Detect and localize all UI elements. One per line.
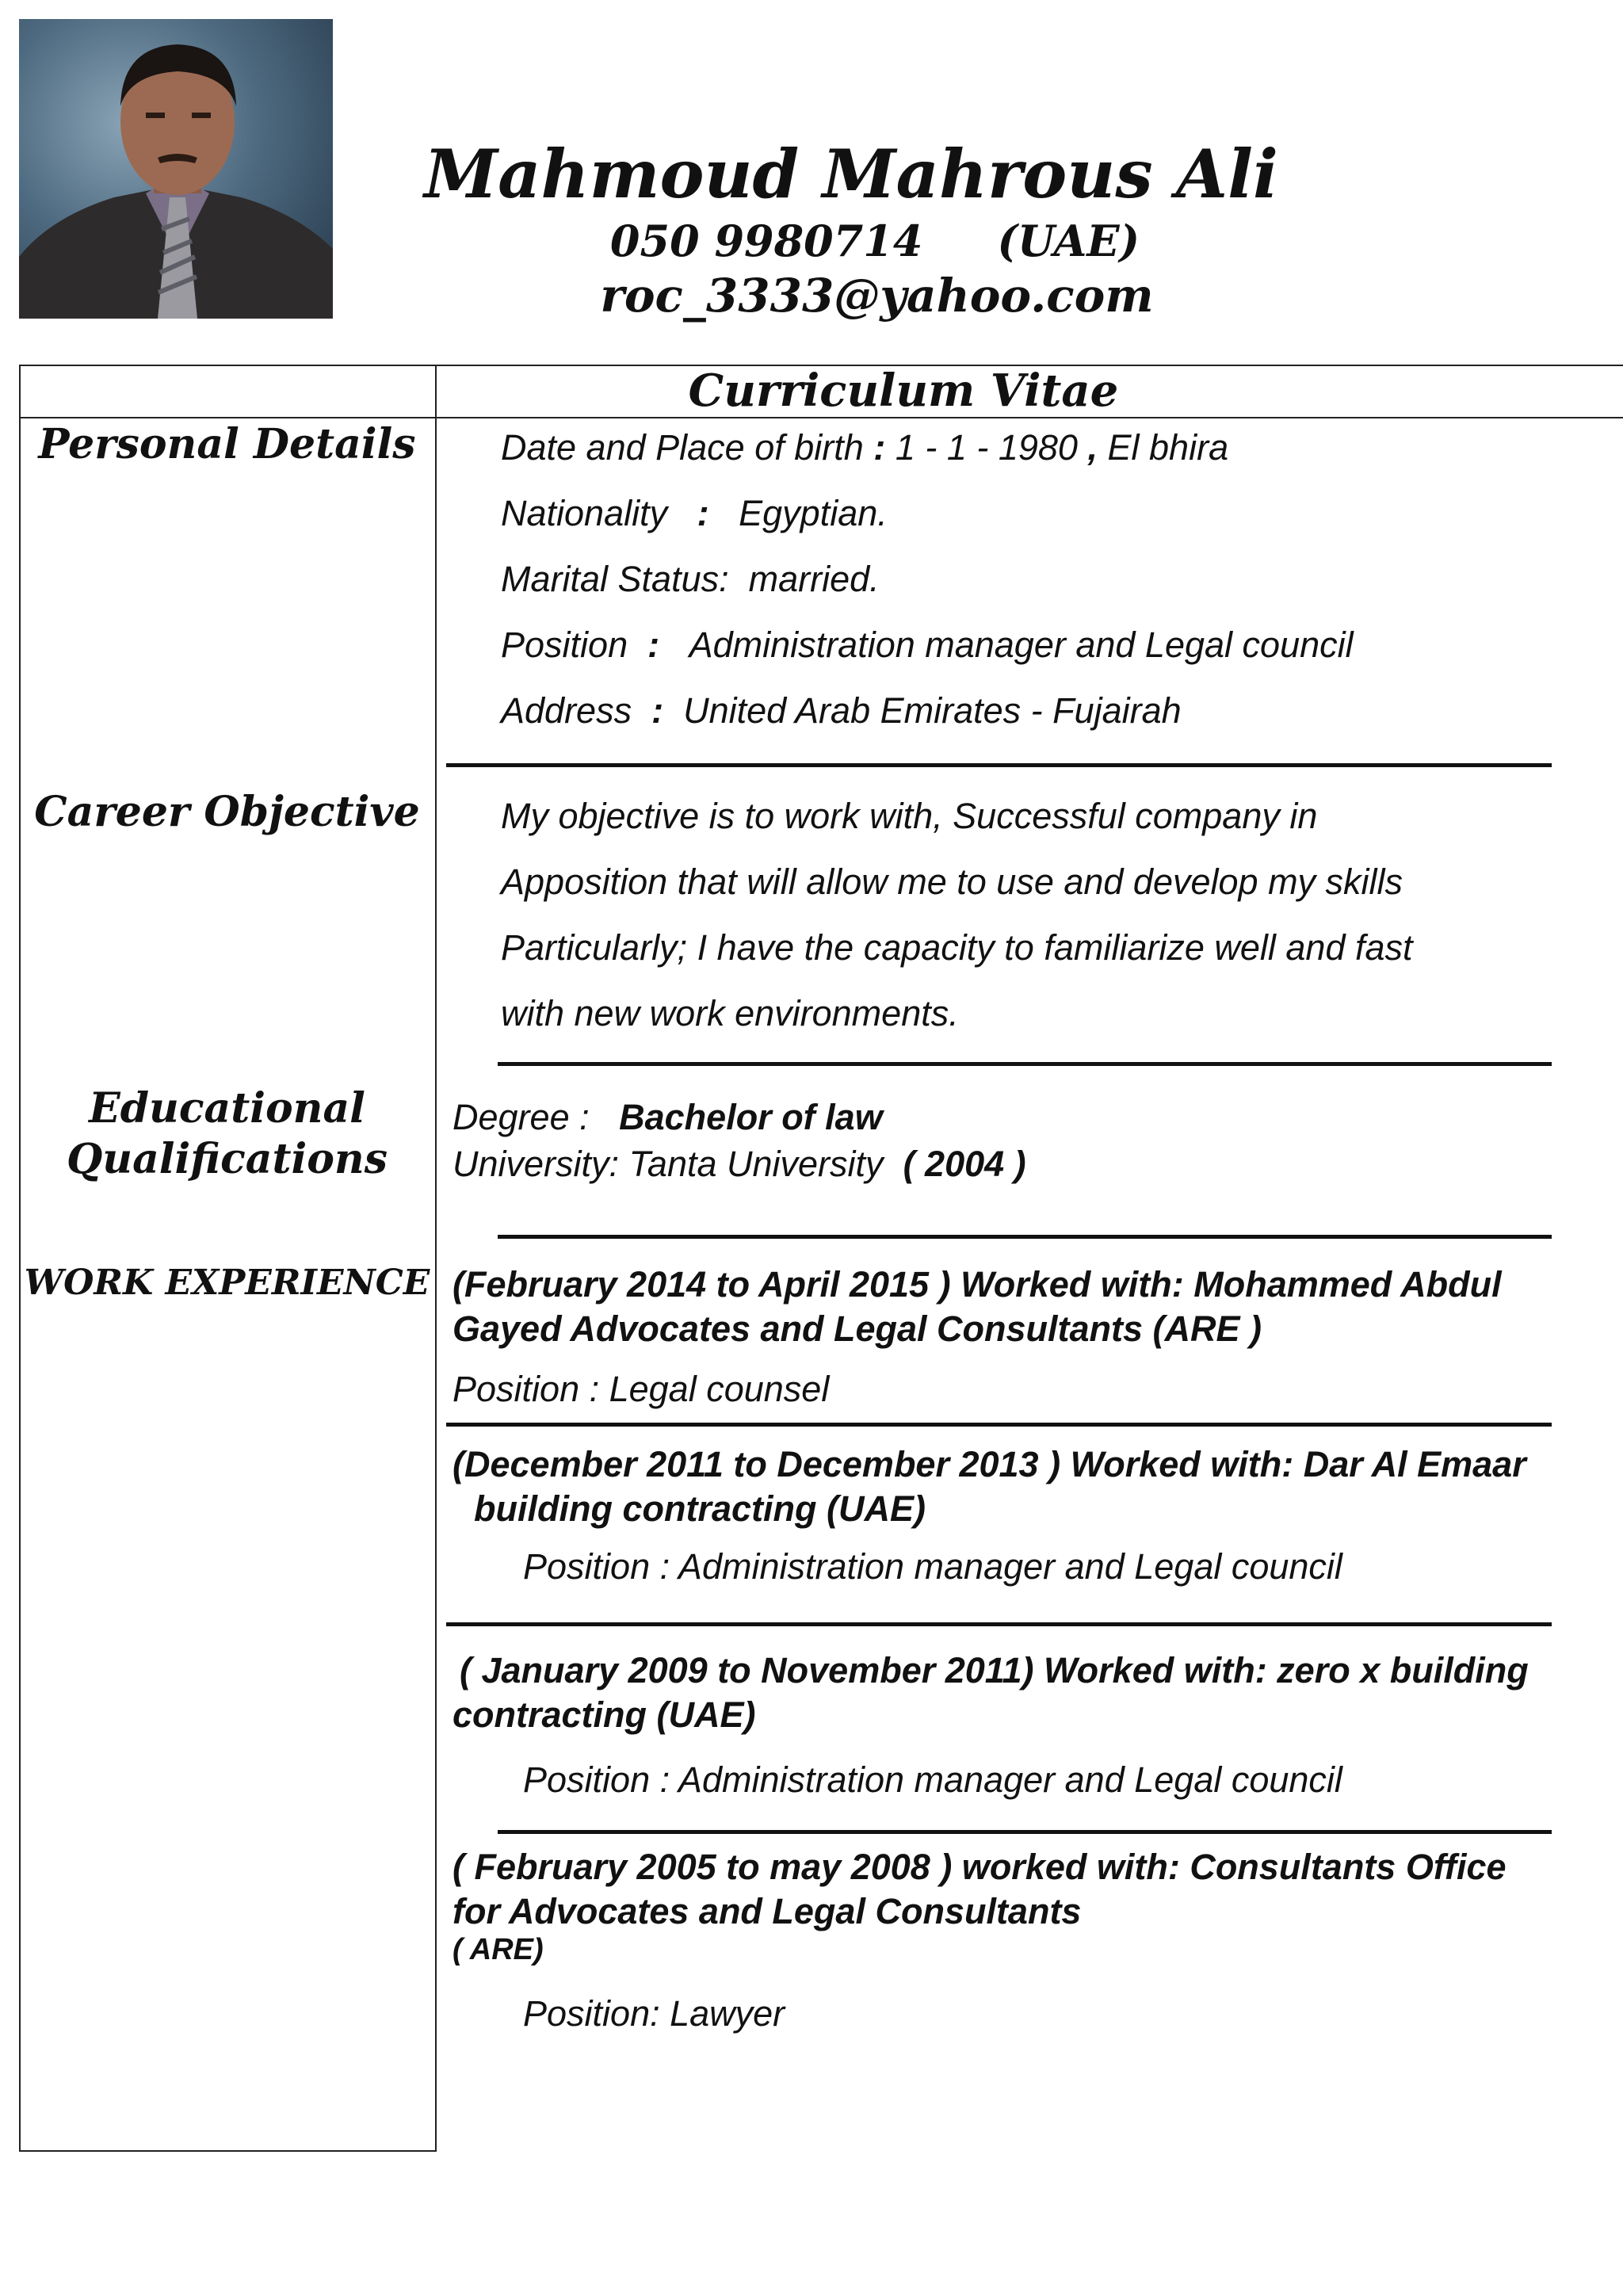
experience-1-position: Position : Legal counsel [453,1369,830,1409]
personal-position-row: Position : Administration manager and Legal council [501,625,1354,665]
university-label: University: [453,1144,620,1184]
marital-label: Marital Status: [501,559,729,599]
experience-1-header-line: (February 2014 to April 2015 ) Worked with: Mohammed Abdul [453,1264,1502,1305]
heading-education-line2: Qualifications [66,1135,388,1183]
education-degree-row [453,1096,883,1139]
address-label: Address [501,690,632,731]
heading-career-objective: Career Objective [34,788,420,836]
objective-line: Apposition that will allow me to use and develop my skills [501,861,1403,902]
experience-1-header-line: Gayed Advocates and Legal Consultants (ARE ) [453,1308,1262,1349]
degree-value: Bachelor of law [619,1097,883,1137]
section-rule [498,1062,1552,1066]
objective-line: Particularly; I have the capacity to familiarize well and fast [501,927,1413,968]
phone-number: 050 9980714 [609,216,923,266]
heading-education-line1: Educational [89,1084,365,1133]
document-title: Curriculum Vitae [688,365,1119,417]
objective-line: with new work environments. [501,993,959,1033]
experience-4-header-line: ( February 2005 to may 2008 ) worked with: Consultants Office [453,1847,1507,1887]
experience-4-header-line: ( ARE) [453,1933,544,1966]
experience-2-header-line: (December 2011 to December 2013 ) Worked with: Dar Al Emaar [453,1444,1526,1484]
experience-3-header-line: contracting (UAE) [453,1694,756,1735]
birth-place: El bhira [1107,427,1229,468]
section-rule [446,1423,1552,1427]
experience-2-position: Position : Administration manager and Legal council [523,1546,1342,1587]
heading-personal-details: Personal Details [38,420,416,468]
personal-nationality-row: Nationality : Egyptian. [501,493,888,533]
section-rule [446,763,1552,767]
table-bottom-border [19,2150,437,2152]
position-label: Position [501,625,628,665]
section-rule [498,1235,1552,1239]
phone-country: (UAE) [997,216,1140,266]
nationality-label: Nationality [501,493,668,533]
table-column-divider [435,365,437,2152]
degree-label: Degree : [453,1097,590,1137]
section-rule [498,1830,1552,1834]
birth-label: Date and Place of birth [501,427,864,468]
heading-work-experience: WORK EXPERIENCE [24,1263,430,1303]
section-rule [446,1622,1552,1626]
candidate-name: Mahmoud Mahrous Ali [424,135,1278,213]
experience-3-header-line: ( January 2009 to November 2011) Worked with: zero x building [460,1650,1529,1690]
experience-2-header-line: building contracting (UAE) [474,1488,926,1529]
address-value: United Arab Emirates - Fujairah [683,690,1182,731]
marital-value: married. [748,559,880,599]
birth-date: 1 - 1 - 1980 [895,427,1078,468]
experience-3-position: Position : Administration manager and Legal council [523,1759,1342,1800]
personal-address-row: Address : United Arab Emirates - Fujairah [501,690,1182,731]
personal-birth-row: Date and Place of birth : 1 - 1 - 1980 , El bhira [501,427,1229,468]
experience-4-header-line: for Advocates and Legal Consultants [453,1891,1082,1931]
university-value: Tanta University [628,1144,884,1184]
experience-4-position: Position: Lawyer [523,1993,785,2034]
contact-email: roc_3333@yahoo.com [600,269,1154,323]
personal-marital-row [501,558,880,601]
objective-line: My objective is to work with, Successful company in [501,796,1318,836]
position-value: Administration manager and Legal council [689,625,1354,665]
nationality-value: Egyptian. [739,493,888,533]
education-university-row [453,1143,1026,1186]
graduation-year: ( 2004 ) [903,1144,1026,1184]
contact-phone-line [0,216,1623,266]
